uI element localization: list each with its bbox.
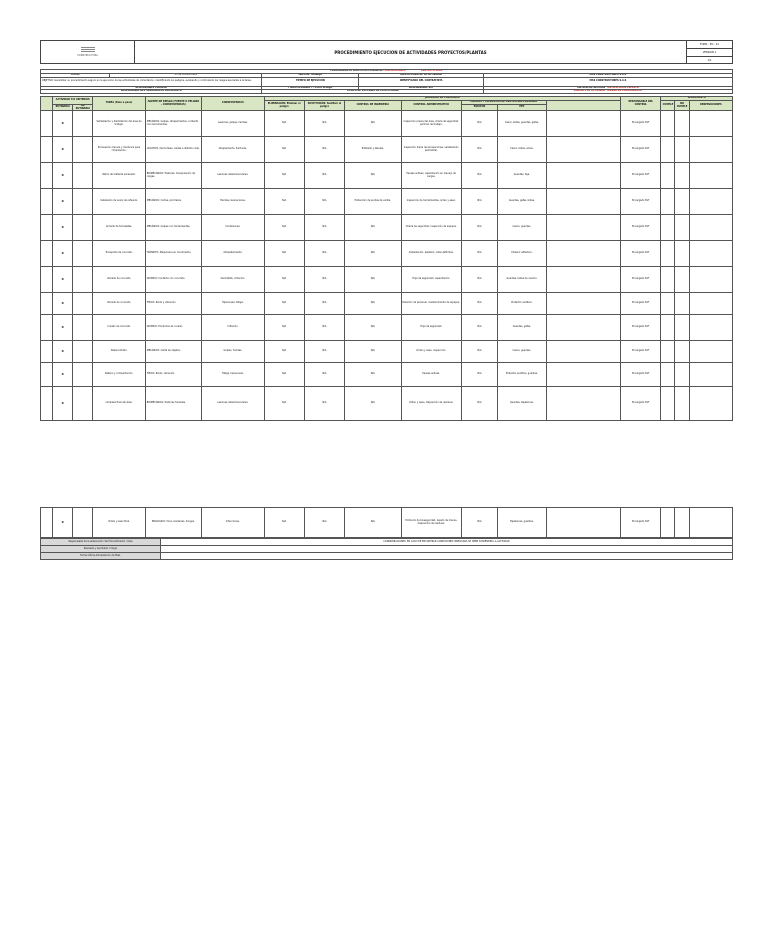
responsable-cell: Encargado SST	[621, 189, 661, 215]
responsable-cell: Encargado SST	[621, 341, 661, 363]
tarea-cell: Transporte de concreto.	[93, 241, 145, 267]
epp-cell: Casco, botas, arnés.	[498, 137, 546, 163]
observaciones-cell	[689, 215, 732, 241]
epp-cell: Guantes, tapabocas.	[498, 387, 546, 421]
tarea-cell: Excavación manual y mecánica para cimentación.	[93, 137, 145, 163]
no-rutinaria-cell	[73, 293, 93, 315]
consecuencias-cell: Atrapamiento, fracturas.	[202, 137, 264, 163]
document-meta	[687, 41, 732, 63]
rutinaria-mark: X	[53, 241, 73, 267]
epp-cell: Guantes, faja.	[498, 163, 546, 189]
control-ingenieria-cell: N/A	[345, 241, 401, 267]
epp-cell: Casco, guantes.	[498, 215, 546, 241]
rutinaria-header: RUTINARIA	[53, 104, 73, 111]
observaciones-cell	[689, 189, 732, 215]
sustitucion-cell: N/A	[304, 111, 344, 137]
document-page: 1/1	[707, 59, 712, 62]
epp-cell: Protector auditivo, guantes.	[498, 363, 546, 387]
procedure-label: PROCEDIMIENTO PARA LA ACTIVIDAD DE:	[330, 69, 384, 72]
item-cell	[41, 137, 53, 163]
epp-cell: Protector auditivo.	[498, 293, 546, 315]
company-logo	[41, 41, 135, 63]
eliminacion-cell: N/A	[264, 215, 304, 241]
consecuencias-cell: Infecciones.	[202, 508, 264, 538]
eliminacion-cell: N/A	[264, 189, 304, 215]
no-cumple-cell	[675, 387, 689, 421]
revisado-value: MAS CONSTRUCTORES S.A.S	[483, 77, 732, 86]
epp-group-header: EQUIPOS Y ELEMENTOS DE PROTECCIÓN PERSONAL	[461, 100, 546, 104]
aprobado-value	[161, 546, 733, 553]
procedure-project: PROYECTO XXXX	[420, 69, 443, 72]
no-cumple-cell	[675, 363, 689, 387]
consecuencias-cell: Irritación.	[202, 315, 264, 341]
responsable-cell: Encargado SST	[621, 163, 661, 189]
tarea-cell: Orden y aseo final.	[93, 508, 145, 538]
eliminacion-cell: N/A	[264, 293, 304, 315]
actividad-header: ACTIVIDAD Y/O CRITERIOS	[53, 97, 93, 105]
tarea-cell: Vibrado de concreto.	[93, 293, 145, 315]
observaciones-cell	[689, 137, 732, 163]
logo-icon	[81, 47, 95, 53]
sustitucion-header: SUSTITUCIÓN: Sustituir el peligro	[304, 100, 344, 110]
epp-cell: Casco, botas, guantes, gafas.	[498, 111, 546, 137]
control-ingenieria-cell: N/A	[345, 267, 401, 293]
eliminacion-cell: N/A	[264, 137, 304, 163]
sustitucion-cell: N/A	[304, 241, 344, 267]
tarea-cell: Curado de concreto.	[93, 315, 145, 341]
epp-cell: Guantes, botas de caucho.	[498, 267, 546, 293]
control-ingenieria-header: CONTROL DE INGENIERÍA	[345, 100, 401, 110]
sustitucion-cell: N/A	[304, 293, 344, 315]
logo-text: CONSTRUCTORA	[77, 54, 98, 57]
no-rutinaria-cell	[73, 163, 93, 189]
peligro-cell: LOCATIVO: Derrumbes, caídas a distinto nivel.	[145, 137, 201, 163]
consecuencias-cell: Atropellamiento.	[202, 241, 264, 267]
item-header	[41, 97, 53, 111]
peligro-cell: BIOMECÁNICO: Posturas forzadas.	[145, 387, 201, 421]
responsable-cell: Encargado SST	[621, 267, 661, 293]
sustitucion-cell: N/A	[304, 215, 344, 241]
control-ingenieria-cell: N/A	[345, 111, 401, 137]
no-cumple-cell	[675, 315, 689, 341]
peligro-cell: MECÁNICO: Golpes, atrapamientos, contacto con herramientas.	[145, 111, 201, 137]
protection-cell	[546, 241, 621, 267]
tiempo-estimado-value: DURANTE LA ACTIVIDAD	[573, 89, 606, 93]
consideraciones-text: CONSIDERACIONES: EN CASO DE ENCONTRAR CONDICIONES INSEGURAS SE DEBE SUSPENDER LA ACTIVIDAD	[161, 539, 733, 546]
rutinaria-mark: X	[53, 508, 73, 538]
cumple-cell	[661, 111, 675, 137]
equipos-cell: N/A	[461, 387, 497, 421]
item-cell	[41, 363, 53, 387]
eliminacion-cell: N/A	[264, 315, 304, 341]
cumple-cell	[661, 341, 675, 363]
sistema-label: SISTEMA DE GESTIÓN	[577, 86, 605, 89]
document-title: PROCEDIMIENTO EJECUCION DE ACTIVIDADES PROYECTOS/PLANTAS	[135, 41, 687, 63]
cumplimiento-label: RIESGO DE CUMPLIMIENTO	[607, 89, 643, 93]
observaciones-cell	[689, 111, 732, 137]
document-header	[40, 40, 733, 64]
peligro-cell: MECÁNICO: Cortes, pinchazos.	[145, 189, 201, 215]
table-row	[41, 163, 733, 189]
protection-cell	[546, 341, 621, 363]
cumple-cell	[661, 163, 675, 189]
equipos-cell: N/A	[461, 508, 497, 538]
protection-cell	[546, 215, 621, 241]
observaciones-cell	[689, 363, 732, 387]
consecuencias-cell: Fatiga, hipoacusia.	[202, 363, 264, 387]
equipos-cell: N/A	[461, 293, 497, 315]
table-row	[41, 315, 733, 341]
cumple-header: CUMPLE	[661, 100, 675, 110]
no-cumple-header: NO CUMPLE	[675, 100, 689, 110]
sustitucion-cell: N/A	[304, 508, 344, 538]
actualizacion-label: Fecha última Actualización de Elab.	[41, 553, 161, 560]
firma-label: FIRMA APROADO Y FECHA LEGAJO	[262, 86, 359, 90]
observaciones-cell	[689, 241, 732, 267]
responsable-cell: Encargado SST	[621, 215, 661, 241]
tarea-cell: Armado de formaletas.	[93, 215, 145, 241]
peligro-cell: BIOMECÁNICO: Posturas, manipulación de cargas.	[145, 163, 201, 189]
control-administrativo-cell: Pausas activas.	[401, 363, 461, 387]
responsable-permiso-label: RESPONSABLE PERMISO	[41, 86, 262, 90]
equipos-cell: N/A	[461, 111, 497, 137]
responsable-sst-label: RESPONSABLE SST	[359, 86, 484, 90]
peligro-cell: TRÁNSITO: Maquinaria en movimiento.	[145, 241, 201, 267]
document-version: VERSION 1	[687, 49, 732, 57]
no-cumple-cell	[675, 111, 689, 137]
protection-cell	[546, 137, 621, 163]
no-rutinaria-cell	[73, 241, 93, 267]
cumple-cell	[661, 387, 675, 421]
eliminacion-cell: N/A	[264, 508, 304, 538]
no-cumple-cell	[675, 293, 689, 315]
responsable-seguimiento-label: RESPONSABLE DEL SEGUIMIENTO DOCUMENTO	[41, 90, 262, 94]
tarea-cell: Vaciado de concreto.	[93, 267, 145, 293]
peligro-header: AGENTE DE RIESGO (FUENTE O PELIGRO - CONSECUENCIAS)	[145, 97, 201, 111]
observaciones-cell	[689, 267, 732, 293]
no-rutinaria-cell	[73, 189, 93, 215]
table-row	[41, 189, 733, 215]
responsable-cell: Encargado SST	[621, 315, 661, 341]
protection-cell	[546, 163, 621, 189]
control-administrativo-cell: Inspección diaria de excavaciones, señalización perimetral.	[401, 137, 461, 163]
table-row	[41, 241, 733, 267]
no-rutinaria-cell	[73, 215, 93, 241]
table-row	[41, 363, 733, 387]
observaciones-cell	[689, 387, 732, 421]
eliminacion-cell: N/A	[264, 267, 304, 293]
no-cumple-cell	[675, 189, 689, 215]
procedure-sheet	[40, 40, 733, 421]
objetivo-text: OBJETIVO: Garantizar un procedimiento seguro en la ejecución de las actividades de cimentación, identificando los peligros, evaluando y controlando los riesgos asociados a la tarea.	[41, 77, 262, 86]
sustitucion-cell: N/A	[304, 341, 344, 363]
item-cell	[41, 267, 53, 293]
rutinaria-mark: X	[53, 387, 73, 421]
responsable-cell: Encargado SST	[621, 293, 661, 315]
no-rutinaria-cell	[73, 363, 93, 387]
observaciones-cell	[689, 293, 732, 315]
rutinaria-mark: X	[53, 137, 73, 163]
rutinaria-mark: X	[53, 341, 73, 363]
equipos-cell: N/A	[461, 363, 497, 387]
procedure-activity: CIMENTACIONES	[384, 69, 406, 72]
cumple-cell	[661, 215, 675, 241]
ident-value: MAS CONSTRUCTORES S.A.S	[483, 73, 732, 77]
control-ingenieria-cell: N/A	[345, 341, 401, 363]
protection-cell	[546, 387, 621, 421]
equipos-cell: N/A	[461, 215, 497, 241]
sustitucion-cell: N/A	[304, 315, 344, 341]
eliminacion-cell: N/A	[264, 241, 304, 267]
epp-cell: Tapabocas, guantes.	[498, 508, 546, 538]
cumple-cell	[661, 363, 675, 387]
revisado-label: IDENTIFICADO DEL CONTRATISTA	[359, 77, 484, 86]
equipos-cell: N/A	[461, 189, 497, 215]
item-cell	[41, 315, 53, 341]
cumple-cell	[661, 241, 675, 267]
observaciones-cell	[689, 315, 732, 341]
risk-rows	[41, 111, 733, 421]
consecuencias-cell: Lesiones osteomusculares.	[202, 387, 264, 421]
item-cell	[41, 241, 53, 267]
control-ingenieria-cell: N/A	[345, 387, 401, 421]
continuation-table	[40, 507, 733, 538]
protection-cell	[546, 293, 621, 315]
tarea-header: TAREA (Paso a paso)	[93, 97, 145, 111]
peligro-cell: QUÍMICO: Productos de curado.	[145, 315, 201, 341]
actualizacion-value	[161, 553, 733, 560]
consecuencias-cell: Lesiones osteomusculares.	[202, 163, 264, 189]
item-cell	[41, 387, 53, 421]
rutinaria-mark: X	[53, 163, 73, 189]
cumple-cell	[661, 189, 675, 215]
sistema-value: SISTEMA DUAL EXPERTO	[607, 86, 639, 89]
no-rutinaria-cell	[73, 341, 93, 363]
table-row	[41, 341, 733, 363]
ident-label: IDENTIFICADO DE LA ACTIVIDAD	[359, 73, 484, 77]
no-rutinaria-cell	[73, 315, 93, 341]
sustitucion-cell: N/A	[304, 163, 344, 189]
responsable-cell: Encargado SST	[621, 363, 661, 387]
control-administrativo-cell: Inspección previa del área, charla de seguridad, permiso de trabajo.	[401, 111, 461, 137]
eliminacion-header: ELIMINACIÓN: Eliminar el peligro	[264, 100, 304, 110]
info-table	[40, 69, 733, 94]
signature-table	[40, 538, 733, 560]
peligro-cell: FÍSICO: Ruido y vibración.	[145, 293, 201, 315]
cumple-cell	[661, 293, 675, 315]
control-administrativo-cell: Señalización, paletero, rutas definidas.	[401, 241, 461, 267]
control-administrativo-cell: Protocolo de bioseguridad, lavado de manos, disposición de residuos.	[401, 508, 461, 538]
equipos-cell: N/A	[461, 315, 497, 341]
protection-cell	[546, 189, 621, 215]
responsable-cell: Encargado SST	[621, 241, 661, 267]
consecuencias-cell: Dermatitis, irritación.	[202, 267, 264, 293]
control-ingenieria-cell: Protección de puntas de varilla.	[345, 189, 401, 215]
protection-header	[546, 100, 621, 110]
protection-cell	[546, 363, 621, 387]
table-row	[41, 215, 733, 241]
control-administrativo-cell: Orden y aseo, inspección.	[401, 341, 461, 363]
control-administrativo-cell: Pausas activas, capacitación en manejo de cargas.	[401, 163, 461, 189]
observaciones-header: OBSERVACIONES	[689, 100, 732, 110]
no-rutinaria-header: NO RUTINARIA	[73, 104, 93, 111]
sustitucion-cell: N/A	[304, 189, 344, 215]
protection-cell	[546, 111, 621, 137]
table-row	[41, 137, 733, 163]
rutinaria-mark: X	[53, 363, 73, 387]
epp-cell: Guantes, gafas.	[498, 315, 546, 341]
control-administrativo-cell: Charla de seguridad, inspección de equipos.	[401, 215, 461, 241]
table-row	[41, 267, 733, 293]
tiempo-estimado-label: TIEMPO DE ESTIMADO DE LA ACTIVIDAD	[262, 90, 483, 94]
fecha-label: FECHA	[41, 73, 110, 77]
consecuencias-cell: Hipoacusia, fatiga.	[202, 293, 264, 315]
sustitucion-cell: N/A	[304, 267, 344, 293]
eliminacion-cell: N/A	[264, 111, 304, 137]
protection-cell	[546, 315, 621, 341]
seguimiento-header: SEGUIMIENTO	[661, 97, 733, 101]
tarea-cell: Retiro de material excavado.	[93, 163, 145, 189]
control-ingenieria-cell: N/A	[345, 293, 401, 315]
equipos-cell: N/A	[461, 267, 497, 293]
epp-cell: Chaleco reflectivo.	[498, 241, 546, 267]
control-ingenieria-cell: Entibado y taludes.	[345, 137, 401, 163]
rutinaria-mark: X	[53, 111, 73, 137]
rutinaria-mark: X	[53, 315, 73, 341]
control-administrativo-cell: Hoja de seguridad.	[401, 315, 461, 341]
aprobado-label: Revisado y Aprobado / Cargo	[41, 546, 161, 553]
table-row	[41, 508, 733, 538]
jerarquia-header: JERARQUIA DE CONTROLES	[264, 97, 621, 101]
item-cell	[41, 341, 53, 363]
control-administrativo-cell: Rotación de personal, mantenimiento de equipos.	[401, 293, 461, 315]
continuation-section	[40, 507, 733, 560]
no-cumple-cell	[675, 137, 689, 163]
equipos-cell: N/A	[461, 137, 497, 163]
consecuencias-cell: Golpes, heridas.	[202, 341, 264, 363]
responsable-cell: Encargado SST	[621, 111, 661, 137]
area-label: ÁREA DE TRABAJO	[262, 73, 359, 77]
equipos-header: EQUIPOS	[461, 104, 497, 111]
control-administrativo-cell: Hoja de seguridad, capacitación.	[401, 267, 461, 293]
tiempo-label: TIEMPO DE EJECUCIÓN	[262, 77, 359, 86]
consecuencias-cell: Heridas, laceraciones.	[202, 189, 264, 215]
equipos-cell: N/A	[461, 241, 497, 267]
eliminacion-cell: N/A	[264, 341, 304, 363]
observaciones-cell	[689, 163, 732, 189]
control-ingenieria-cell: N/A	[345, 315, 401, 341]
observaciones-cell	[689, 341, 732, 363]
consecuencias-cell: Contusiones.	[202, 215, 264, 241]
epp-cell: Guantes, gafas, botas.	[498, 189, 546, 215]
table-row	[41, 387, 733, 421]
rutinaria-mark: X	[53, 215, 73, 241]
item-cell	[41, 189, 53, 215]
rutinaria-mark: X	[53, 267, 73, 293]
no-cumple-cell	[675, 267, 689, 293]
no-rutinaria-cell	[73, 387, 93, 421]
item-cell	[41, 111, 53, 137]
no-cumple-cell	[675, 163, 689, 189]
table-row	[41, 111, 733, 137]
consecuencias-cell: Lesiones, golpes, heridas.	[202, 111, 264, 137]
item-cell	[41, 215, 53, 241]
peligro-cell: BIOLÓGICO: Virus, bacterias, hongos.	[145, 508, 201, 538]
peligro-cell: QUÍMICO: Contacto con concreto.	[145, 267, 201, 293]
tarea-cell: Instalación de acero de refuerzo.	[93, 189, 145, 215]
tarea-cell: Relleno y compactación.	[93, 363, 145, 387]
responsable-control-header: RESPONSABLE DEL CONTROL	[621, 97, 661, 111]
sustitucion-cell: N/A	[304, 137, 344, 163]
peligro-cell: MECÁNICO: Golpes con herramientas.	[145, 215, 201, 241]
tarea-cell: Señalización y delimitación del área de trabajo.	[93, 111, 145, 137]
eliminacion-cell: N/A	[264, 363, 304, 387]
sustitucion-cell: N/A	[304, 363, 344, 387]
rutinaria-mark: X	[53, 189, 73, 215]
item-cell	[41, 163, 53, 189]
no-cumple-cell	[675, 341, 689, 363]
control-administrativo-cell: Inspección de herramientas, orden y aseo.	[401, 189, 461, 215]
eliminacion-cell: N/A	[264, 387, 304, 421]
control-ingenieria-cell: N/A	[345, 508, 401, 538]
equipos-cell: N/A	[461, 163, 497, 189]
consecuencias-header: CONSECUENCIAS	[202, 97, 264, 111]
control-administrativo-cell: Orden y aseo, disposición de residuos.	[401, 387, 461, 421]
no-rutinaria-cell	[73, 111, 93, 137]
responsable-cell: Encargado SST	[621, 387, 661, 421]
responsable-cell: Encargado SST	[621, 508, 661, 538]
eliminacion-cell: N/A	[264, 163, 304, 189]
cumple-cell	[661, 267, 675, 293]
no-rutinaria-cell	[73, 137, 93, 163]
tarea-cell: Limpieza final del área.	[93, 387, 145, 421]
epp-cell: Casco, guantes.	[498, 341, 546, 363]
document-code: FORM - PO - 01	[687, 41, 732, 49]
control-ingenieria-cell: N/A	[345, 215, 401, 241]
peligro-cell: MECÁNICO: Caída de objetos.	[145, 341, 201, 363]
rutinaria-mark: X	[53, 293, 73, 315]
no-rutinaria-cell	[73, 267, 93, 293]
peligro-cell: FÍSICO: Ruido, vibración.	[145, 363, 201, 387]
no-cumple-cell	[675, 241, 689, 267]
no-cumple-cell	[675, 215, 689, 241]
item-cell	[41, 293, 53, 315]
equipos-cell: N/A	[461, 341, 497, 363]
table-row	[41, 293, 733, 315]
cumple-cell	[661, 315, 675, 341]
elaboracion-label: Responsable de la elaboración del Procedimiento / Área	[41, 539, 161, 546]
control-ingenieria-cell: N/A	[345, 363, 401, 387]
sustitucion-cell: N/A	[304, 387, 344, 421]
cumple-cell	[661, 137, 675, 163]
tarea-cell: Desencofrado.	[93, 341, 145, 363]
control-administrativo-header: CONTROL ADMINISTRATIVO	[401, 100, 461, 110]
fecha-value: 15 de octubre 2024	[110, 73, 262, 77]
risk-matrix-table	[40, 96, 733, 421]
control-ingenieria-cell: N/A	[345, 163, 401, 189]
protection-cell	[546, 267, 621, 293]
responsable-cell: Encargado SST	[621, 137, 661, 163]
epp-header: EPP	[498, 104, 546, 111]
